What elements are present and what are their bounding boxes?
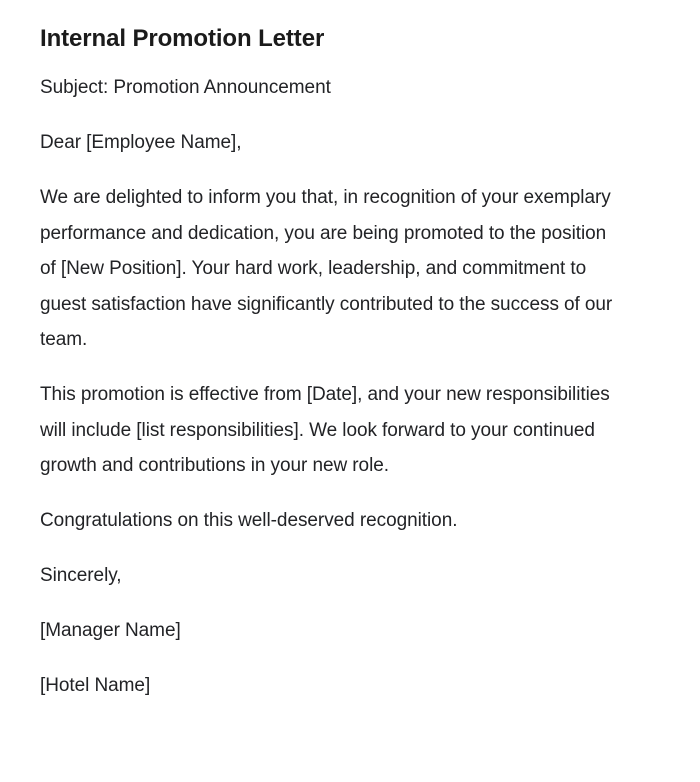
closing: Sincerely,	[40, 565, 122, 586]
paragraph-congratulations: Congratulations on this well-deserved recognition.	[40, 510, 458, 531]
salutation: Dear [Employee Name],	[40, 132, 242, 153]
signature-manager-name: [Manager Name]	[40, 620, 181, 641]
signature-hotel-name: [Hotel Name]	[40, 675, 151, 696]
page-title: Internal Promotion Letter	[40, 25, 325, 52]
subject-line: Subject: Promotion Announcement	[40, 77, 331, 98]
letter-container	[40, 22, 620, 704]
paragraph-effective-date: This promotion is effective from [Date], and your new responsibilities will include [list responsibilities]. We look forward to your continued growth and contributions in your new role.	[40, 384, 610, 476]
letter-body	[40, 70, 620, 704]
paragraph-announcement: We are delighted to inform you that, in recognition of your exemplary performance and dedication, you are being promoted to the position of [New Position]. Your hard work, leadership, and commitment to guest satisfaction have significantly contributed to the success of our team.	[40, 187, 613, 350]
